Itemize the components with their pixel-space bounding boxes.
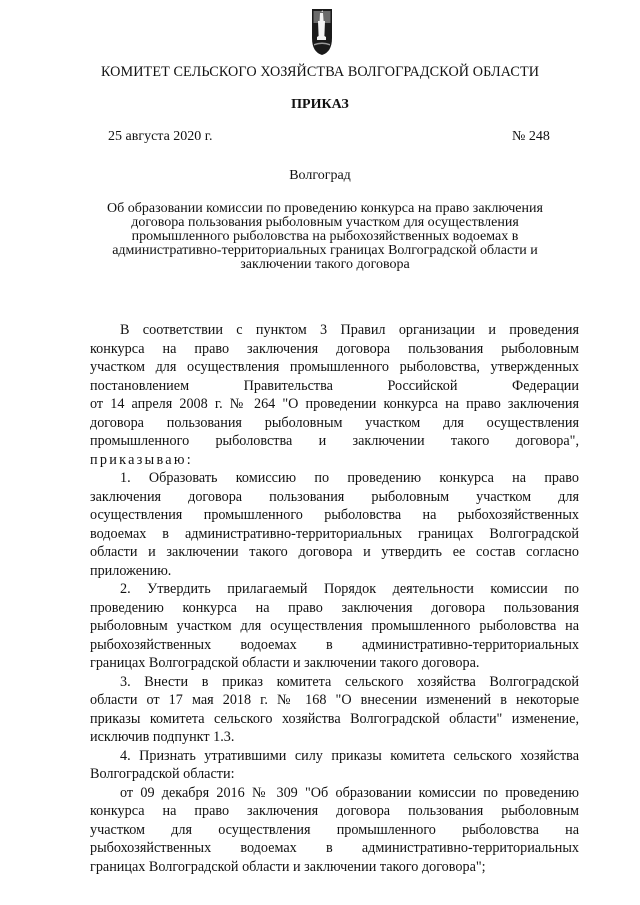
order-title: ПРИКАЗ [291,97,349,112]
body-line: исключив подпункт 1.3. [90,729,235,745]
body-line: проведению конкурса на право заключения договора пользования [90,599,579,616]
body-line: от 09 декабря 2016 № 309 "Об образовании комиссии по проведению [120,784,579,801]
coat-of-arms-icon [311,8,333,56]
body-line: водоемах в административно-территориальных границах Волгоградской [90,525,579,542]
body-line: Волгоградской области: [90,766,235,782]
body-line: участком для осуществления промышленного рыболовства, утвержденных [90,359,579,375]
item-4-paragraph [90,747,579,784]
body-line: границах Волгоградской области и заключении такого договора. [90,655,480,671]
body-line: рыбохозяйственных водоемах в административно-территориальных [90,840,579,856]
order-body [90,321,579,876]
body-line: приложению. [90,562,172,579]
item-3-paragraph [90,673,579,747]
body-line: рыболовным участком для осуществления промышленного рыболовства на [90,618,579,634]
body-line: 4. Признать утратившими силу приказы комитета сельского хозяйства [120,747,579,764]
order-number: № 248 [512,129,550,144]
order-subject [95,202,555,272]
body-line: осуществления промышленного рыболовства на рыбохозяйственных [90,507,579,523]
body-line: заключения договора пользования рыболовным участком для [90,488,579,505]
committee-name: КОМИТЕТ СЕЛЬСКОГО ХОЗЯЙСТВА ВОЛГОГРАДСКОЙ ОБЛАСТИ [100,64,540,80]
body-line: постановлением Правительства Российской Федерации [90,377,579,394]
item-4-subitem-paragraph [90,784,579,877]
body-line: 3. Внести в приказ комитета сельского хозяйства Волгоградской [120,673,579,690]
body-line: от 14 апреля 2008 г. № 264 "О проведении конкурса на право заключения [90,396,579,412]
body-line: 2. Утвердить прилагаемый Порядок деятельности комиссии по [120,581,579,597]
body-line: области и заключении такого договора и утвердить ее состав согласно [90,544,579,560]
body-line: приказы комитета сельского хозяйства Волгоградской области" изменение, [90,710,579,727]
item-1-paragraph [90,469,579,580]
subject-line: административно-территориальных границах Волгоградской области и [112,243,538,258]
city-name: Волгоград [289,168,351,183]
subject-line: договора пользования рыболовным участком для осуществления [131,215,519,230]
body-line: границах Волгоградской области и заключении такого договора"; [90,858,486,875]
body-line: рыбохозяйственных водоемах в административно-территориальных [90,636,579,653]
body-line: конкурса на право заключения договора пользования рыболовным [90,803,579,819]
preamble-paragraph [90,321,579,469]
body-line: участком для осуществления промышленного рыболовства на [90,821,579,838]
order-date: 25 августа 2020 г. [108,129,213,144]
order-word: приказываю: [90,451,194,468]
subject-line: промышленного рыболовства на рыбохозяйственных водоемах в [131,229,519,244]
subject-line: Об образовании комиссии по проведению конкурса на право заключения [107,201,543,216]
subject-line: заключении такого договора [240,257,410,272]
body-line: промышленного рыболовства и заключении такого договора", [90,433,579,449]
body-line: конкурса на право заключения договора пользования рыболовным [90,340,579,357]
item-2-paragraph [90,580,579,673]
body-line: 1. Образовать комиссию по проведению конкурса на право [120,470,579,486]
body-line: области от 17 мая 2018 г. № 168 "О внесении изменений в некоторые [90,692,579,708]
body-line: договора пользования рыболовным участком для осуществления [90,414,579,431]
body-line: В соответствии с пунктом 3 Правил организации и проведения [120,322,579,338]
